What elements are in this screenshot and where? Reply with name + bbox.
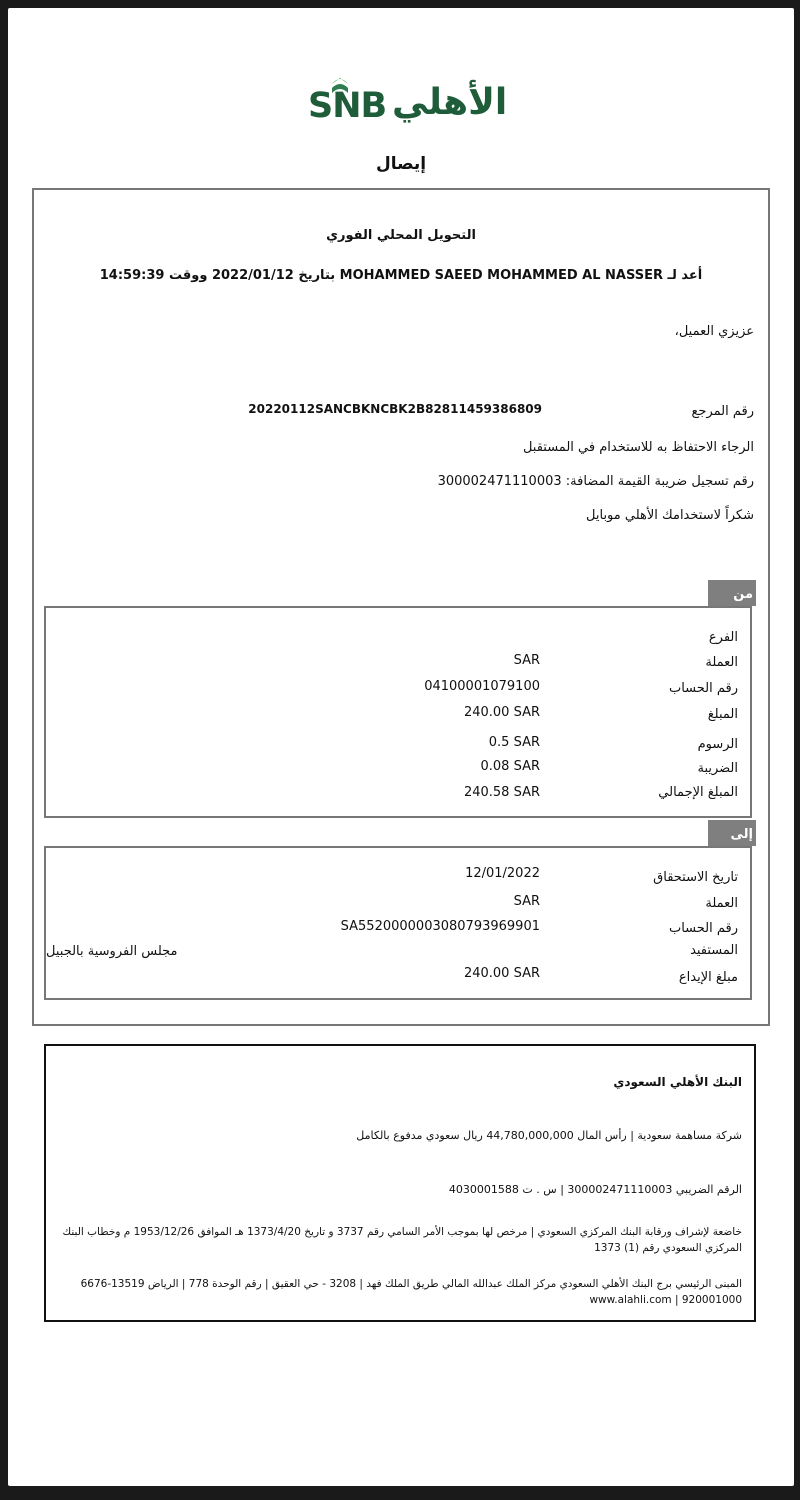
logo-latin: SNB <box>308 86 387 126</box>
vat-registration: رقم تسجيل ضريبة القيمة المضافة: 300002471110003 <box>437 474 754 489</box>
to-due-date-label: تاريخ الاستحقاق <box>653 870 738 885</box>
snb-logo <box>308 64 508 134</box>
bank-footer <box>44 1044 756 1322</box>
bank-address: المبنى الرئيسي برج البنك الأهلي السعودي مركز الملك عبدالله المالي طريق الملك فهد | 3208 - حي العقيق | رقم الوحدة 778 | الرياض 13519-6676 <box>80 1278 742 1290</box>
from-total-value: 240.58 SAR <box>463 785 540 800</box>
from-tax-value: 0.08 SAR <box>480 759 540 774</box>
to-deposit-value: 240.00 SAR <box>463 966 540 981</box>
from-currency-label: العملة <box>705 655 738 670</box>
bank-name: البنك الأهلي السعودي <box>613 1075 742 1089</box>
from-currency-value: SAR <box>513 653 540 668</box>
receipt-title: إيصال <box>375 154 427 174</box>
to-account-label: رقم الحساب <box>668 921 738 936</box>
from-account-value: 04100001079100 <box>424 679 540 694</box>
prepared-for-line: أعد لـ MOHAMMED SAEED MOHAMMED AL NASSER بتاريخ 2022/01/12 ووقت 14:59:39 <box>99 268 703 283</box>
bank-supervision: خاضعة لإشراف ورقابة البنك المركزي السعودي | مرخص لها بموجب الأمر السامي رقم 3737 و تاريخ 1373/4/20 هـ الموافق 1953/12/26 م وخطاب البنك المركزي السعودي رقم (1) 1373 <box>62 1226 742 1254</box>
logo-arabic: الأهلي <box>392 82 508 123</box>
transfer-type-title: التحويل المحلي الفوري <box>326 228 476 243</box>
from-amount-value: 240.00 SAR <box>463 705 540 720</box>
from-total-label: المبلغ الإجمالي <box>658 785 738 800</box>
to-account-value: SA5520000003080793969901 <box>340 919 540 934</box>
from-tax-label: الضريبة <box>697 761 738 776</box>
from-fees-label: الرسوم <box>697 737 738 752</box>
bank-capital: شركة مساهمة سعودية | رأس المال 44,780,000,000 ريال سعودي مدفوع بالكامل <box>356 1129 742 1142</box>
from-fees-value: 0.5 SAR <box>488 735 540 750</box>
keep-note: الرجاء الاحتفاظ به للاستخدام في المستقبل <box>522 440 754 455</box>
to-due-date-value: 12/01/2022 <box>465 866 540 881</box>
bank-contact: 920001000 | www.alahli.com <box>589 1294 742 1306</box>
to-beneficiary-value: مجلس الفروسية بالجبيل <box>46 944 178 959</box>
from-section-header: من <box>708 580 756 606</box>
to-beneficiary-label: المستفيد <box>690 943 738 958</box>
to-currency-label: العملة <box>705 896 738 911</box>
to-deposit-label: مبلغ الإيداع <box>678 970 738 985</box>
greeting: عزيزي العميل، <box>674 324 754 339</box>
receipt-page <box>8 8 794 1486</box>
receipt-body <box>32 188 770 1026</box>
from-branch-label: الفرع <box>708 630 738 645</box>
from-account-label: رقم الحساب <box>668 681 738 696</box>
reference-value: 20220112SANCBKNCBK2B82811459386809 <box>248 402 542 416</box>
bank-tax-cr: الرقم الضريبي 300002471110003 | س . ت 4030001588 <box>448 1183 742 1196</box>
to-section <box>44 846 752 1000</box>
from-section <box>44 606 752 818</box>
reference-label: رقم المرجع <box>691 404 754 419</box>
thanks-message: شكراً لاستخدامك الأهلي موبايل <box>586 508 754 523</box>
to-section-header: إلى <box>708 820 756 846</box>
to-currency-value: SAR <box>513 894 540 909</box>
from-amount-label: المبلغ <box>707 707 738 722</box>
